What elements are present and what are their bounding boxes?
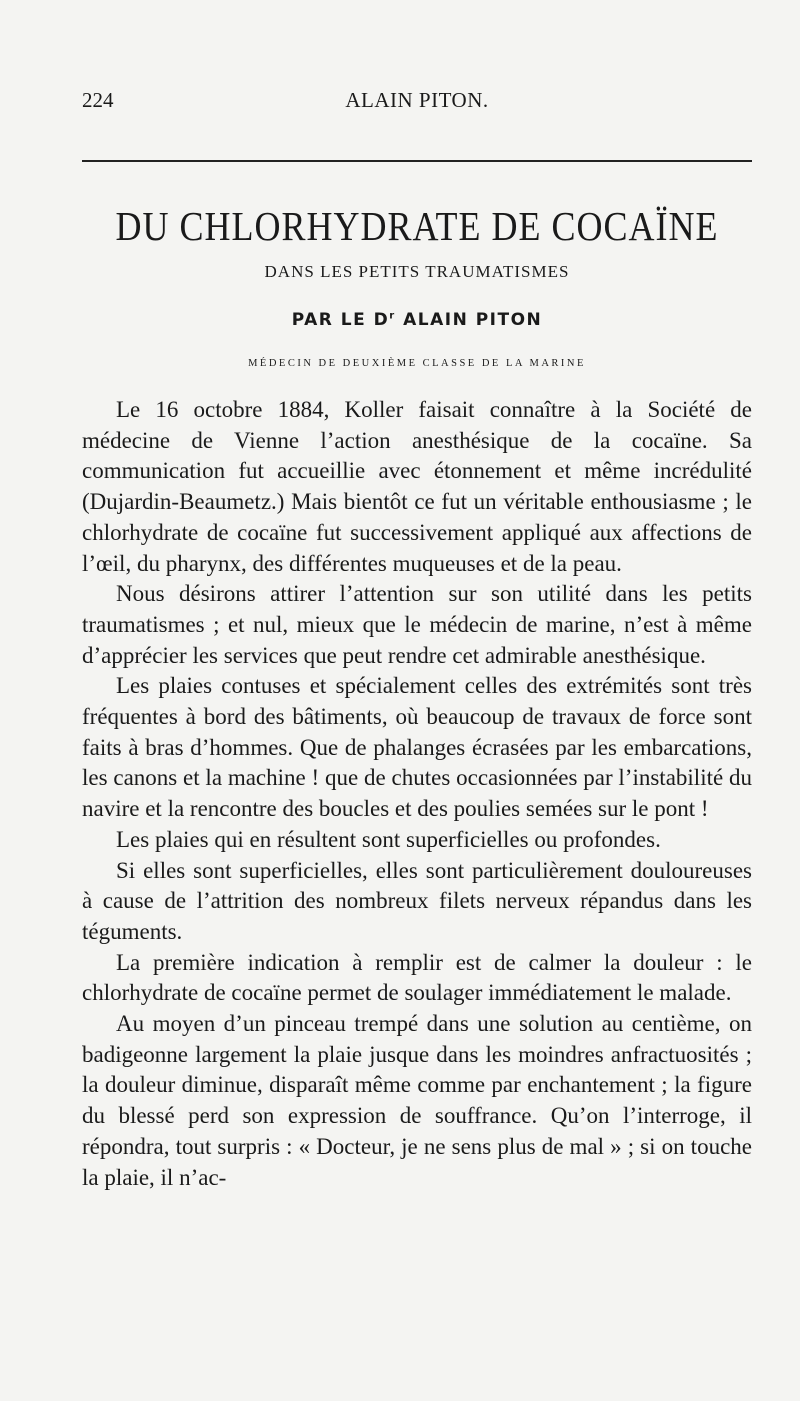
author-affiliation: MÉDECIN DE DEUXIÈME CLASSE DE LA MARINE [248, 358, 586, 369]
article-body [82, 395, 752, 1193]
author-line [82, 310, 752, 330]
paragraph: Le 16 octobre 1884, Koller faisait connaître à la Société de médecine de Vienne l’action anesthésique de la cocaïne. Sa communication fut accueillie avec étonnement et même incrédulité (Dujardin-Beaumetz.) Mais bientôt ce fut un véritable enthousiasme ; le chlorhydrate de cocaïne fut successivement appliqué aux affections de l’œil, du pharynx, des différentes muqueuses et de la peau. [82, 397, 752, 576]
page-number: 224 [82, 88, 114, 112]
header-rule [82, 160, 752, 162]
paragraph: Les plaies qui en résultent sont superficielles ou profondes. [116, 826, 661, 852]
author-title-sup: r [389, 310, 396, 322]
paragraph: La première indication à remplir est de calmer la douleur : le chlorhydrate de cocaïne permet de soulager immédiatement le malade. [82, 949, 752, 1006]
author-prefix: PAR LE D [291, 310, 390, 330]
article-subtitle: DANS LES PETITS TRAUMATISMES [264, 262, 570, 281]
running-header [82, 88, 752, 118]
article-title: DU CHLORHYDRATE DE COCAÏNE [115, 203, 719, 249]
paragraph: Au moyen d’un pinceau trempé dans une solution au centième, on badigeonne largement la plaie jusque dans les moindres anfractuosités ; la douleur diminue, disparaît même comme par enchantement ; la figure du blessé perd son expression de souffrance. Qu’on l’interroge, il répondra, tout surpris : « Docteur, je ne sens plus de mal » ; si on touche la plaie, il n’ac- [82, 1011, 752, 1190]
paragraph: Si elles sont superficielles, elles sont particulièrement douloureuses à cause de l’attrition des nombreux filets nerveux répandus dans les téguments. [82, 857, 752, 944]
author-name: ALAIN PITON [403, 310, 543, 330]
paragraph: Les plaies contuses et spécialement celles des extrémités sont très fréquentes à bord des bâtiments, où beaucoup de travaux de force sont faits à bras d’hommes. Que de phalanges écrasées par les embarcations, les canons et la machine ! que de chutes occasionnées par l’instabilité du navire et la rencontre des boucles et des poulies semées sur le pont ! [82, 673, 752, 822]
paragraph: Nous désirons attirer l’attention sur son utilité dans les petits traumatismes ; et nul, mieux que le médecin de marine, n’est à même d’apprécier les services que peut rendre cet admirable anesthésique. [82, 581, 752, 668]
running-title: ALAIN PITON. [345, 88, 489, 112]
